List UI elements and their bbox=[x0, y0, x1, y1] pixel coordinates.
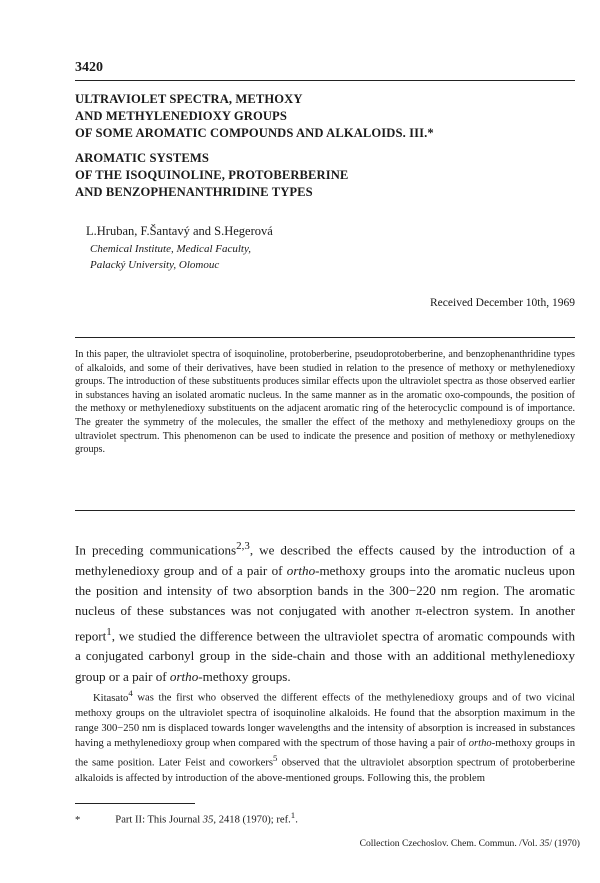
received-date: Received December 10th, 1969 bbox=[430, 297, 575, 309]
affiliation-line: Chemical Institute, Medical Faculty, bbox=[90, 243, 251, 255]
abstract-bottom-rule bbox=[75, 510, 575, 511]
abstract: In this paper, the ultraviolet spectra of isoquinoline, protoberberine, pseudoprotoberberine, and benzophenanthridine types of alkaloids, and some of their derivatives, have been studied in relation to the presence of methoxy or methylenedioxy groups. The introduction of these substituents produces similar effects upon the ultraviolet spectra as those observed earlier in substances having an isolated aromatic nucleus. In the same manner as in the aromatic oxo-compounds, the position of the methoxy or methylenedioxy substituents on the adjacent aromatic ring of the heterocyclic compound is of importance. The greater the symmetry of the molecules, the smaller the effect of the methoxy and methylenedioxy groups on the ultraviolet spectrum. This phenomenon can be used to indicate the presence and position of methoxy or methylenedioxy groups. bbox=[75, 349, 575, 456]
footnote bbox=[75, 810, 298, 826]
text-run: Part II: This Journal bbox=[115, 814, 203, 826]
italic-run: ortho bbox=[169, 668, 199, 684]
text-run: -methoxy groups into the aromatic nucleus upon the position and intensity of two absorption bands in the 300−220 nm region. The aromatic nucleus of these substances was not conjugated with another π-electron system. In another report bbox=[75, 562, 575, 643]
reference-mark: 2,3 bbox=[236, 540, 250, 552]
text-run: -methoxy groups in the same position. Later Feist and coworkers bbox=[75, 738, 575, 769]
italic-run: ortho bbox=[286, 562, 316, 578]
footnote-rule bbox=[75, 803, 195, 804]
footnote-mark: * bbox=[75, 814, 81, 826]
article-title bbox=[75, 91, 575, 142]
text-run: , we described the effects caused by the introduction of a methylenedioxy group and of a pair of bbox=[75, 542, 576, 578]
page-number: 3420 bbox=[75, 60, 103, 75]
journal-footer bbox=[360, 838, 580, 849]
body-paragraph bbox=[75, 686, 575, 786]
reference-mark: 5 bbox=[273, 753, 278, 764]
subtitle-line: AROMATIC SYSTEMS bbox=[75, 151, 209, 165]
title-line: OF SOME AROMATIC COMPOUNDS AND ALKALOIDS. III.* bbox=[75, 126, 434, 140]
text-run: . bbox=[295, 814, 298, 826]
text-run: Collection Czechoslov. Chem. Commun. /Vol. bbox=[359, 838, 540, 849]
authors: L.Hruban, F.Šantavý and S.Hegerová bbox=[86, 224, 273, 238]
reference-mark: 1 bbox=[290, 810, 296, 820]
italic-run: ortho bbox=[468, 738, 492, 750]
text-run: was the first who observed the different effects of the methylenedioxy groups and of two vicinal methoxy groups on the ultraviolet spectra of isoquinoline alkaloids. He found that the absorption maximum in the range 300−250 nm is displaced towards longer wavelengths and the intensity of absorption is increased in substances having a methylenedioxy group when compared with the spectrum of those having a pair of bbox=[75, 692, 575, 750]
text-run: Kitasato bbox=[93, 692, 129, 704]
affiliation bbox=[90, 241, 251, 273]
affiliation-line: Palacký University, Olomouc bbox=[90, 259, 220, 271]
intro-paragraph bbox=[75, 536, 575, 687]
text-run: observed that the ultraviolet absorption spectrum of protoberberine alkaloids is affected by introduction of the above-mentioned groups. Following this, the problem bbox=[75, 757, 575, 785]
article-subtitle bbox=[75, 150, 575, 201]
text-run: -methoxy groups. bbox=[198, 668, 291, 684]
italic-run: 35 bbox=[202, 814, 214, 826]
text-run: In preceding communications bbox=[75, 542, 237, 558]
header-rule bbox=[75, 80, 575, 81]
text-run: , 2418 (1970); ref. bbox=[213, 814, 291, 826]
reference-mark: 1 bbox=[106, 625, 112, 638]
subtitle-line: AND BENZOPHENANTHRIDINE TYPES bbox=[75, 185, 313, 199]
text-run: , we studied the difference between the ultraviolet spectra of aromatic compounds with a conjugated carbonyl group in the side-chain and those with an additional methylenedioxy group or a pair of bbox=[75, 627, 575, 684]
italic-run: 35 bbox=[539, 838, 550, 849]
abstract-top-rule bbox=[75, 337, 575, 338]
title-line: AND METHYLENEDIOXY GROUPS bbox=[75, 109, 287, 123]
text-run: / (1970) bbox=[549, 838, 580, 849]
subtitle-line: OF THE ISOQUINOLINE, PROTOBERBERINE bbox=[75, 168, 349, 182]
reference-mark: 4 bbox=[128, 688, 133, 698]
title-line: ULTRAVIOLET SPECTRA, METHOXY bbox=[75, 92, 303, 106]
